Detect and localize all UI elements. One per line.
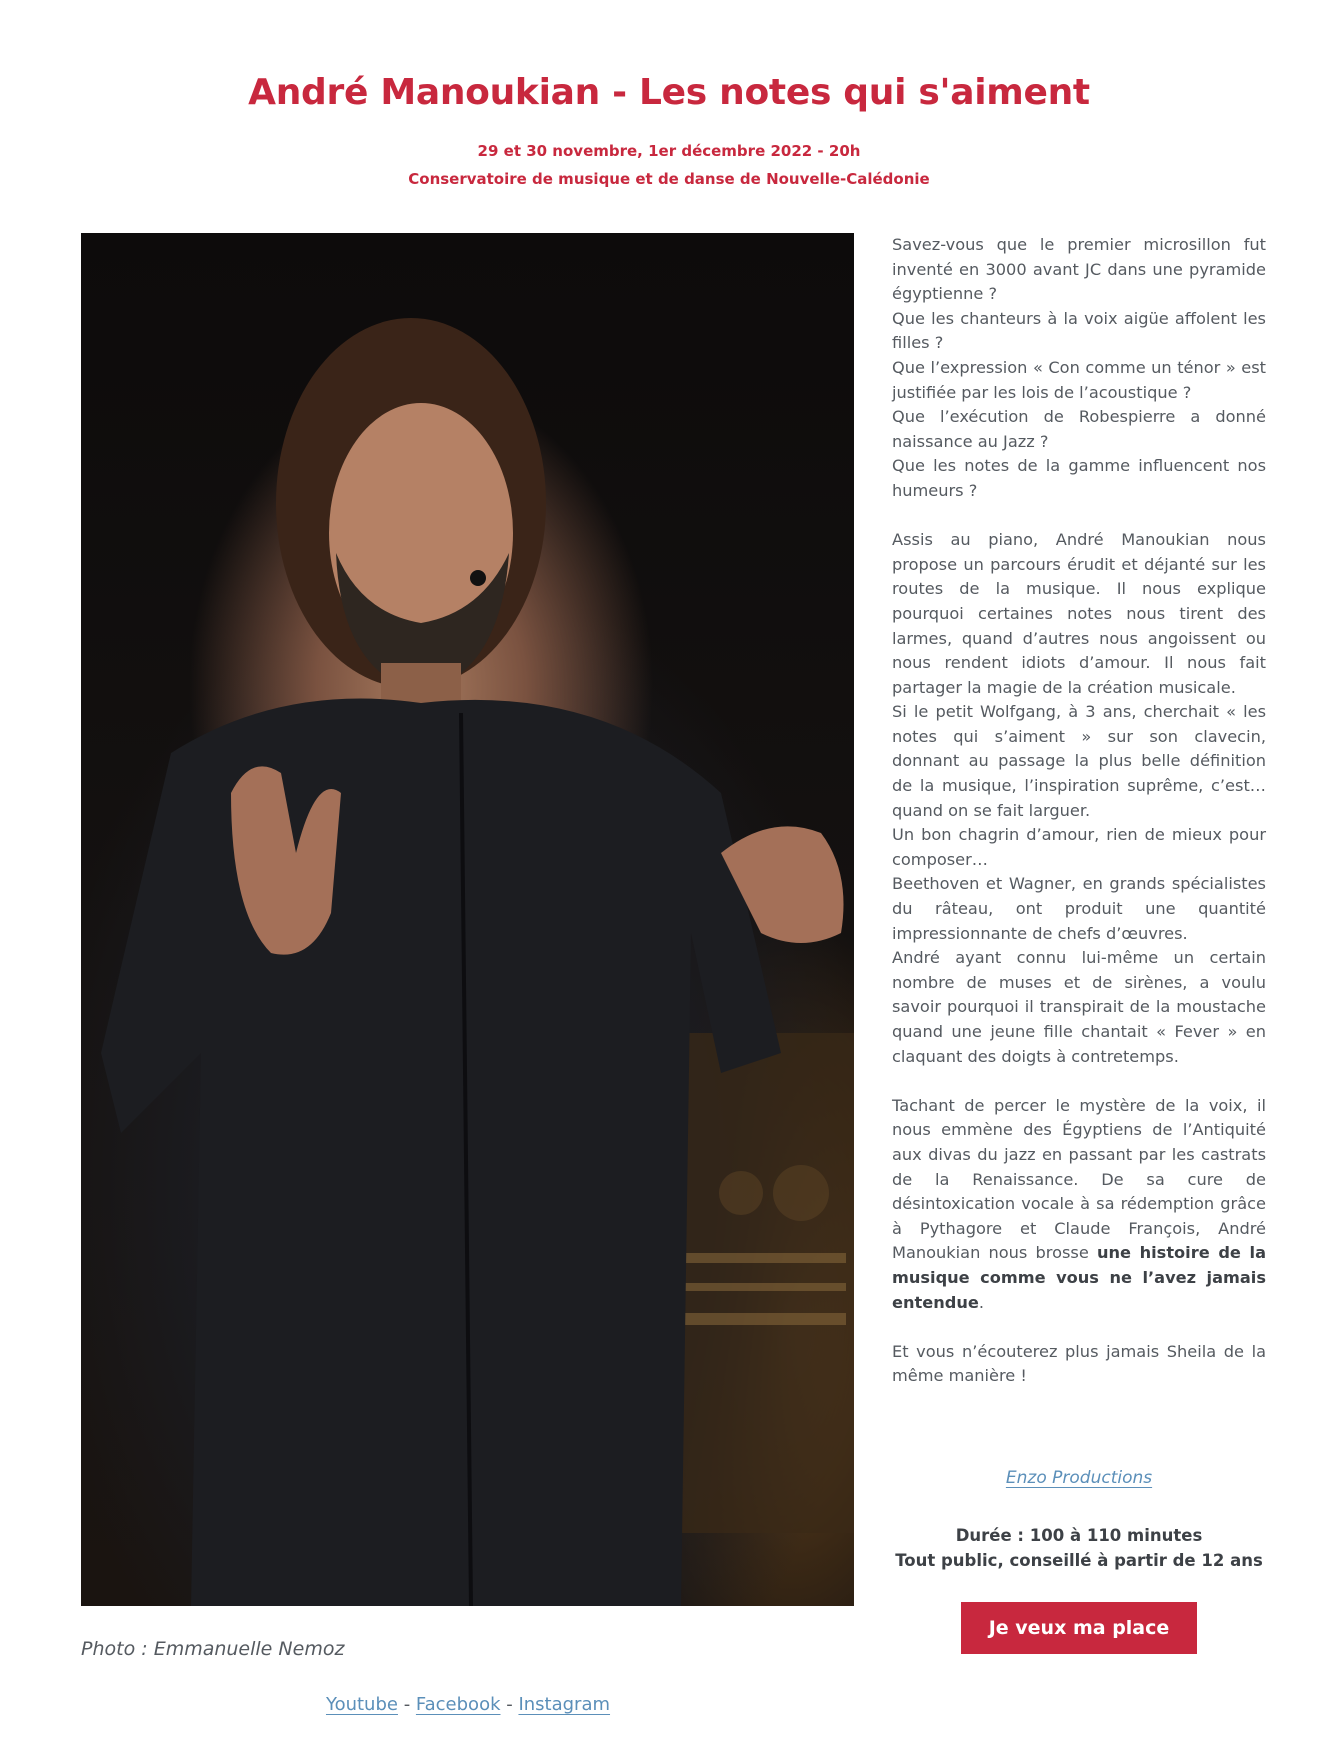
performer-illustration [81, 233, 854, 1606]
show-info [892, 1524, 1266, 1573]
description-line: Savez-vous que le premier microsillon fut inventé en 3000 avant JC dans une pyramide égyptienne ? [892, 235, 1266, 304]
event-venue: Conservatoire de musique et de danse de Nouvelle-Calédonie [408, 170, 930, 188]
description-line: Que l’expression « Con comme un ténor » est justifiée par les lois de l’acoustique ? [892, 357, 1266, 402]
description-text: . [978, 1292, 984, 1312]
description-line: Que les chanteurs à la voix aigüe affolent les filles ? [892, 308, 1266, 353]
description-line: André ayant connu lui-même un certain nombre de muses et de sirènes, a voulu savoir pourquoi il transpirait de la moustache quand une jeune fille chantait « Fever » en claquant des doigts à contretemps. [892, 948, 1266, 1066]
description-intro [892, 233, 1266, 504]
description-line: Si le petit Wolfgang, à 3 ans, cherchait « les notes qui s’aiment » sur son clavecin, donnant au passage la plus belle définition de la musique, l’inspiration suprême, c’est… quand on se fait larguer. [892, 702, 1266, 820]
photo-caption [81, 1638, 344, 1660]
social-separator: - [397, 1694, 416, 1715]
instagram-link[interactable]: Instagram [518, 1694, 611, 1715]
duration: Durée : 100 à 110 minutes [955, 1526, 1203, 1545]
event-description [892, 233, 1266, 1414]
producer-link[interactable]: Enzo Productions [1005, 1468, 1153, 1488]
page-title: André Manoukian - Les notes qui s'aiment [248, 72, 1090, 113]
description-line: Que l’exécution de Robespierre a donné naissance au Jazz ? [892, 407, 1266, 451]
performer-photo [81, 233, 854, 1606]
description-line: Beethoven et Wagner, en grands spécialistes du râteau, ont produit une quantité impressionnante de chefs d’œuvres. [892, 874, 1266, 943]
youtube-link[interactable]: Youtube [325, 1694, 398, 1715]
description-closing: Et vous n’écouterez plus jamais Sheila de la même manière ! [892, 1341, 1266, 1386]
audience: Tout public, conseillé à partir de 12 ans [895, 1550, 1263, 1570]
event-dates: 29 et 30 novembre, 1er décembre 2022 - 20h [477, 142, 861, 160]
description-line: Un bon chagrin d’amour, rien de mieux pour composer… [892, 825, 1266, 869]
description-text: Tachant de percer le mystère de la voix, il nous emmène des Égyptiens de l’Antiquité aux divas du jazz en passant par les castrats de la Renaissance. De sa cure de désintoxication vocale à sa rédemption grâce à Pythagore et Claude François, André Manoukian nous brosse [892, 1095, 1266, 1263]
caption-author: Emmanuelle Nemoz [153, 1638, 345, 1660]
caption-prefix: Photo : [81, 1638, 154, 1660]
facebook-link[interactable]: Facebook [415, 1694, 501, 1715]
social-separator: - [500, 1694, 519, 1715]
description-highlight: une histoire de la musique comme vous ne l’avez jamais entendue [892, 1243, 1266, 1312]
producer [892, 1468, 1266, 1488]
description-body [892, 528, 1266, 1069]
description-line: Que les notes de la gamme influencent nos humeurs ? [892, 456, 1266, 500]
description-line: Assis au piano, André Manoukian nous propose un parcours érudit et déjanté sur les routes de la musique. Il nous explique pourquoi certaines notes nous tirent des larmes, quand d’autres nous angoissent ou nous rendent idiots d’amour. Il nous fait partager la magie de la création musicale. [892, 530, 1266, 697]
social-links [0, 1694, 936, 1715]
description-voice [892, 1094, 1266, 1315]
book-ticket-button[interactable]: Je veux ma place [961, 1602, 1197, 1654]
